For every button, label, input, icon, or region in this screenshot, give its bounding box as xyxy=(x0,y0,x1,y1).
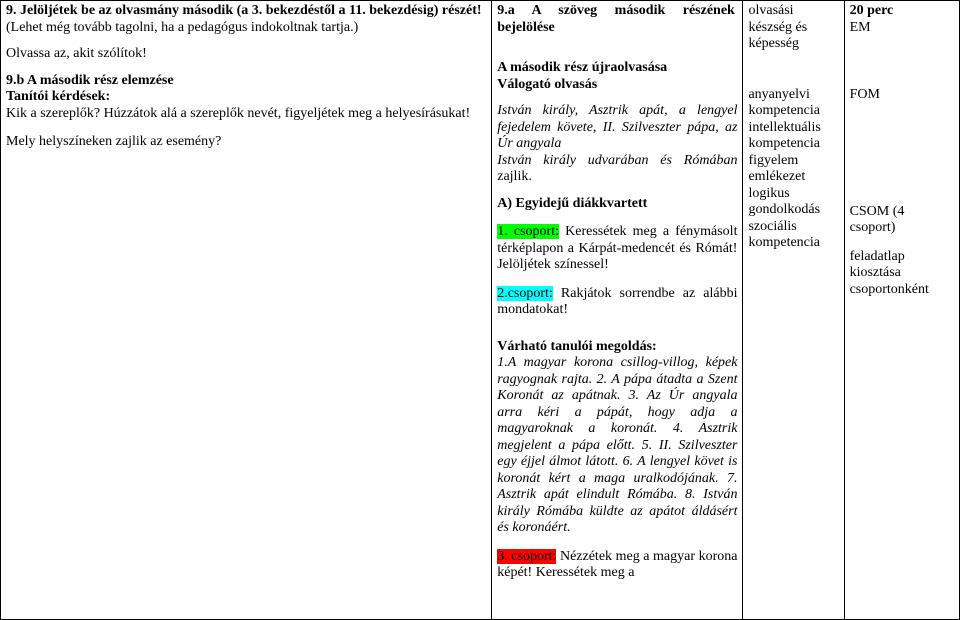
step9-note: (Lehet még tovább tagolni, ha a pedagógus indokoltnak tartja.) xyxy=(6,19,359,35)
characters-rest: a lengyel fejedelem követe, II. Szilveszter pápa, az Úr angyala xyxy=(497,103,738,151)
competency-line-6: emlékezet xyxy=(748,169,806,184)
places-answer xyxy=(497,153,737,186)
activity-description-cell xyxy=(1,1,492,620)
selective-reading: Válogató olvasás xyxy=(497,76,598,92)
mode-fom: FOM xyxy=(849,87,880,102)
places-italic: István király udvarában és Rómában xyxy=(497,152,738,168)
group1-task xyxy=(497,224,737,274)
question-characters: Kik a szereplők? Húzzátok alá a szereplők nevét, figyeljétek meg a helyesírásukat! xyxy=(6,105,471,121)
step9b-title: 9.b A második rész elemzése xyxy=(6,72,174,88)
group2-text: Rakjátok sorrendbe az alábbi mondatokat! xyxy=(497,285,738,317)
task-line-3: csoportonként xyxy=(849,281,929,297)
group3-task xyxy=(497,549,737,582)
skill-line-1: olvasási xyxy=(748,3,794,18)
group3-label: 3. csoport: xyxy=(497,548,557,564)
group2-task xyxy=(497,286,737,319)
task-line-1: feladatlap xyxy=(849,248,905,264)
step9-title: 9. Jelöljétek be az olvasmány második (a 3. bekezdéstől a 11. bekezdésig) részét! xyxy=(6,3,482,18)
competency-line-3: intellektuális xyxy=(748,119,821,135)
competency-line-9: szociális xyxy=(748,218,797,234)
csom-line-2: csoport) xyxy=(849,220,896,235)
mode-em: EM xyxy=(849,19,871,35)
characters-italic: István király, Asztrik apát, xyxy=(497,103,668,118)
competency-line-5: figyelem xyxy=(748,152,799,168)
read-aloud-instruction: Olvassa az, akit szólítok! xyxy=(6,46,147,61)
task-line-2: kiosztása xyxy=(849,265,901,280)
competencies-cell xyxy=(743,1,844,620)
time-label: 20 perc xyxy=(849,3,894,18)
skill-line-3: képesség xyxy=(748,36,800,51)
expected-solution-text: 1.A magyar korona csillog-villog, képek ragyognak rajta. 2. A pápa átadta a Szent Koronát az apátnak. 3. Az Úr angyala arra kéri a pápát, hogy adja a magyaroknak a koronát. 4. Asztrik megjelent a pápa előtt. 5. II. Szilveszter egy éjjel álmot látott. 6. A lengyel követ is koronát kért a maga uralkodójának. 7. Asztrik apát elindult Rómába. 8. István király Rómába küldte az apátot áldásért és koronáért. xyxy=(497,355,738,535)
step9a-title: 9.a A szöveg második részének xyxy=(497,3,735,18)
group3-text: Nézzétek meg a magyar korona képét! Keressétek meg a xyxy=(497,548,738,580)
places-rest: zajlik. xyxy=(497,169,532,184)
step9a-title-line xyxy=(497,3,737,20)
question-places: Mely helyszíneken zajlik az esemény? xyxy=(6,134,222,149)
questions-title: Tanítói kérdések: xyxy=(6,89,111,104)
competency-line-8: gondolkodás xyxy=(748,202,821,217)
reread-title: A második rész újraolvasása xyxy=(497,60,668,75)
step9a-title-cont: bejelölése xyxy=(497,19,555,35)
group2-label: 2.csoport: xyxy=(497,285,553,301)
skill-line-2: készség és xyxy=(748,19,808,35)
competency-line-1: anyanyelvi xyxy=(748,86,810,102)
competency-line-4: kompetencia xyxy=(748,136,820,151)
characters-answer xyxy=(497,103,737,153)
competency-line-2: kompetencia xyxy=(748,103,820,118)
csom-line-1: CSOM (4 xyxy=(849,203,905,219)
competency-line-7: logikus xyxy=(748,185,790,201)
pair-work-title: A) Egyidejű diákkvartett xyxy=(497,195,648,211)
student-activity-cell xyxy=(492,1,743,620)
group1-text: Keressétek meg a fénymásolt térképlapon a Kárpát-medencét és Rómát! Jelöljétek színessel! xyxy=(497,224,738,272)
group1-label: 1. csoport: xyxy=(497,224,559,239)
competency-line-10: kompetencia xyxy=(748,235,820,250)
method-cell xyxy=(844,1,959,620)
expected-solution-title: Várható tanulói megoldás: xyxy=(497,338,657,354)
